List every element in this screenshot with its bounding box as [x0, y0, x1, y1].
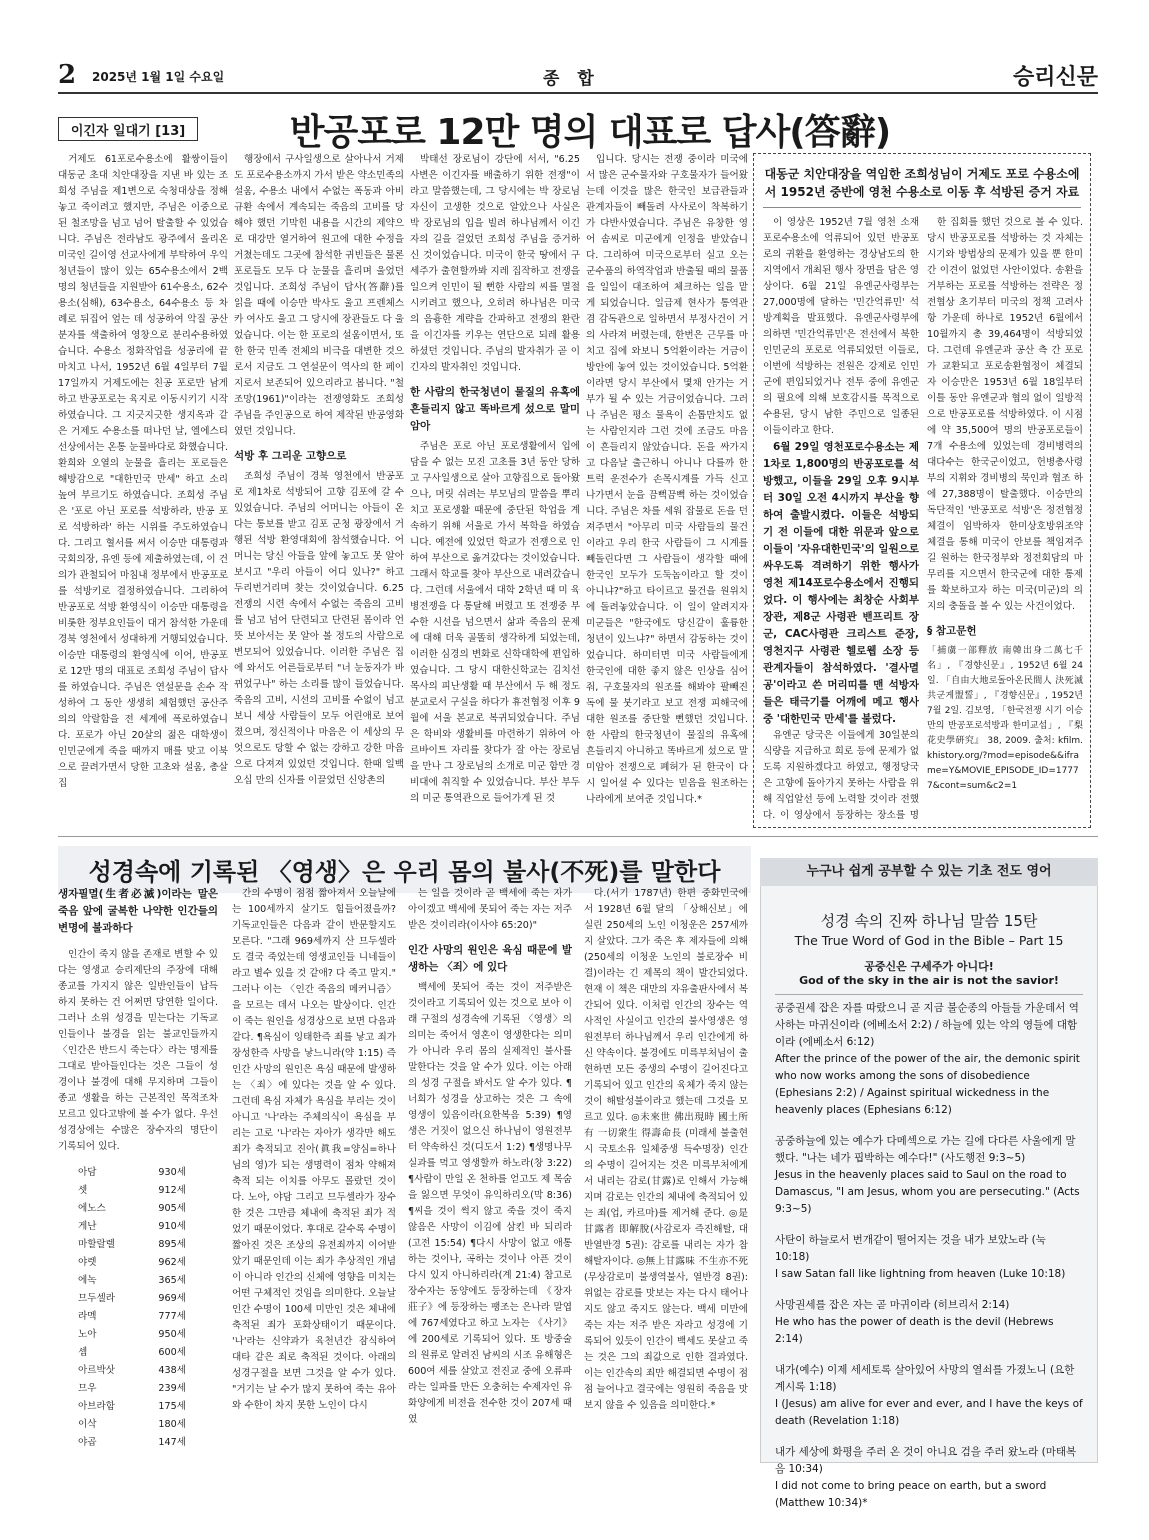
verse-english: Jesus in the heavenly places said to Saul on the road to Damascus, "I am Jesus, whom you are persecuting." (Acts 9:3~5): [775, 1169, 1080, 1215]
verse-item: [775, 1133, 1083, 1218]
verse-item: [775, 1297, 1083, 1348]
longevity-row: [60, 1237, 216, 1253]
person-name: 야곱: [78, 1437, 97, 1448]
body-text: 간의 수명이 점점 짧아져서 오늘날에는 100세까지 살기도 힘들어졌을까? 기독교인들은 다음과 같이 반문할지도 모른다. "그래 969세까지 산 므두셀라도 결국 죽었는데 영생교인들 니네들이라고 별수 있을 것 같애? 다 죽고 말지." 그러나 이는 〈인간 죽음의 메커니즘〉을 모르는 데서 나오는 발상이다. 인간이 죽는 원인을 성경상으로 보면 다음과 같다. ¶욕심이 잉태한즉 죄를 낳고 죄가 장성한즉 사망을 낳느니라(약 1:15) 즉 인간 사망의 원인은 욕심 때문에 발생하는 〈죄〉에 있다는 것을 알 수 있다. 그런데 욕심 자체가 욕심을 부리는 것이 아니고 '나'라는 주체의식이 욕심을 부리는 고로 '나'라는 자아가 생각만 해도 죄가 축적되고 진아(眞我=양심=하나님의 영)가 되는 생명력이 점차 약해져 축적 되는 이치를 아무도 몰랐던 것이다. 노아, 야담 그리고 므두셀라가 장수한 것은 그만큼 체내에 축적된 죄가 적었기 때문이었다. 후대로 갈수록 수명이 짧아진 것은 조상의 유전죄까지 이어받았기 때문인데 이는 죄가 추상적인 개념이 아니라 인간의 신체에 영향을 미치는 어떤 구체적인 것임을 의미한다. 오늘날 인간 수명이 100세 미만인 것은 체내에 축적된 죄가 포화상태이기 때문이다. '나'라는 신약과가 육천년간 잠식하여 대타 같은 죄로 축적된 것이다. 아래의 성경구절을 보면 그것을 알 수가 있다. "거기는 날 수가 많지 못하여 죽는 유아와 수한이 차지 못한 노인이 다시: [232, 888, 396, 1411]
longevity-row: [60, 1291, 216, 1307]
headline-second: 성경속에 기록된 〈영생〉은 우리 몸의 불사(不死)를 말한다: [58, 846, 751, 893]
person-name: 마할랄렐: [78, 1239, 116, 1250]
longevity-row: [60, 1309, 216, 1325]
body-text: 거제도 61포로수용소에 활쌍이들이 대동군 초대 치안대장을 지낸 바 있는 조희성 주님을 제1변으로 숙청대상을 정해놓고 죽이려고 했지만, 주님은 이중으로 된 철조망을 넘고 넘어 탈출할 수 있었습니다. 주님은 전라남도 광주에서 올리온 미국인 길이영 선교사에게 부탁하여 우익청년들이 많이 있는 65수용소에서 2백 명의 청년들을 지원받아 61수용소, 62수용소(심해), 63수용소, 64수용소 등 차례로 뒤집어 엎는 데 성공하여 악질 공산분자를 색출하여 영창으로 분리수용하였습니다. 수용소 정화작업을 성공리에 끝마치고 나서, 1952년 6월 4일부터 7월 17일까지 거제도에는 친공 포로만 남게 하고 반공포로는 육지로 이동시키기 시작하였습니다. 그 지긋지긋한 생지옥과 같은 거제도 수용소를 떠나던 날, 엘에스티 선상에서는 온통 눈물바다로 화했습니다. 환희와 오열의 눈물을 흘리는 포로들은 해방감으로 "대한민국 만세" 하고 소리 높여 부르기도 하였습니다. 조희성 주님은 '포로 아닌 포로를 석방하라, 반공 포로 석방하라' 하는 시위를 주도하였습니다. 그리고 혈서를 써서 이승만 대통령과 국회의장, 유엔 등에 제출하였는데, 이 건의가 관철되어 마침내 정부에서 반공포로를 석방키로 결정하였습니다. 그리하여 반공포로 석방 환영식이 이승만 대통령을 비롯한 정부요인들이 대거 참석한 가운데 경북 영천에서 성대하게 거행되었습니다. 이승만 대통령의 환영식에 이어, 반공포로 12만 명의 대표로 조희성 주님이 답사를 하였습니다. 주님은 연설문을 손수 작성하여 그 동안 생생히 체험했던 공산주의의 악랄함을 전 세계에 폭로하였습니다. 포로가 아닌 20살의 젊은 대학생이 인민군에게 죽을 때까지 매를 맞고 이북으로 끌려가면서 당한 고초와 설움, 총살 집: [58, 154, 228, 789]
body-text: 주님은 포로 아닌 포로생활에서 입에 담을 수 없는 모진 고초를 3년 동안 당하고 구사일생으로 살아 고향집으로 돌아왔으나, 머릿 쉬려는 부모님의 말씀을 뿌리치고 포로생활 때문에 중단된 학업을 계속하기 위해 서울로 가서 복학을 하였습니다. 예전에 있었던 학교가 전쟁으로 인하여 부산으로 옮겨갔다는 것이었습니다. 그래서 학교를 찾아 부산으로 내려갔습니다. 그런데 서울에서 대학 2학년 때 미 육병전쟁을 다 통달해 버렸고 또 전쟁중 부수한 시선을 넘으면서 삶과 죽음의 문제에 대해 더욱 골똘히 생각하게 되었는데, 이러한 심경의 변화로 신학대학에 편입하였습니다. 그 당시 대한신학교는 김치선 목사의 피난생활 때 부산에서 두 해 정도 분교로서 구실을 하다가 휴전협정 이후 9월에 서울 본교로 복귀되었습니다. 주님은 학비와 생활비를 마련하기 위하여 아르바이트 자리를 찾다가 잘 아는 장로님을 만나 그 장로님의 소개로 미군 함만 경비대에 취직할 수 있었습니다. 부산 부두의 미군 통역관으로 들어가게 된 것: [410, 441, 580, 804]
english-lesson-header: 누구나 쉽게 공부할 수 있는 기초 전도 영어: [760, 858, 1098, 886]
longevity-row: [60, 1399, 216, 1415]
body-text: 행장에서 구사일생으로 살아나서 거제도 포로수용소까지 가서 받은 약소민족의 설움, 수용소 내에서 수없는 폭동과 아비규환 속에서 계속되는 죽음의 고비를 당해야 했던 기막힌 내용을 시간의 제약으로 대강만 열거하여 원고에 대한 수정을 거쳤는데도 그곳에 참석한 귀빈들은 물론 포로들도 모두 다 눈물을 흘리며 울었던 것입니다. 조희성 주님이 답사(答辭)를 읽을 때에 이승만 박사도 울고 프렌체스카 여사도 울고 그 당시에 장관들도 다 울었습니다. 이는 한 포로의 설움이면서, 또한 한국 민족 전체의 비극을 대변한 것으로서 지금도 그 연설문이 역사의 한 페이지로서 보존되어 있으리라고 봅니다. "철조망(1961)"이라는 전쟁영화도 조희성 주님을 주인공으로 하여 제작된 반공영화였던 것입니다.: [234, 154, 404, 437]
person-name: 므우: [78, 1383, 97, 1394]
subheading: 인간 사망의 원인은 육심 때문에 발생하는 〈죄〉에 있다: [408, 944, 572, 973]
story2-column-2: [232, 886, 396, 1462]
person-age: 905세: [158, 1203, 186, 1214]
longevity-row: [60, 1345, 216, 1361]
verse-english: I saw Satan fall like lightning from heaven (Luke 10:18): [775, 1268, 1066, 1280]
person-age: 910세: [158, 1221, 186, 1232]
verse-item: [775, 1362, 1083, 1430]
longevity-row: [60, 1435, 216, 1451]
story1-column-1: [58, 152, 228, 832]
sidebar-column-1: [763, 215, 919, 823]
person-age: 912세: [158, 1185, 186, 1196]
sidebar-column-2: [927, 215, 1083, 823]
longevity-row: [60, 1363, 216, 1379]
person-name: 노아: [78, 1329, 97, 1340]
person-name: 아브라함: [78, 1401, 116, 1412]
longevity-row: [60, 1255, 216, 1271]
verse-item: [775, 1232, 1083, 1283]
person-age: 365세: [158, 1275, 186, 1286]
verse-item: [775, 1000, 1083, 1119]
verse-english: I did not come to bring peace on earth, but a sword (Matthew 10:34)*: [775, 1480, 1047, 1509]
verse-item: [775, 1444, 1083, 1512]
body-text: 입니다. 당시는 전쟁 중이라 미국에서 많은 군수물자와 구호물자가 들어왔는데 이것을 많은 한국인 보급관들과 관계자들이 빼돌려 사사로이 착복하기가 다반사였습니다. 주님은 유창한 영어 솜씨로 미군에게 인정을 받았습니다. 그리하여 미국으로부터 실고 오는 군수품의 하역작업과 반출될 때의 물품을 일일이 대조하여 체크하는 일을 맡게 되었습니다. 일급제 현사가 통역관 겸 감독관으로 일하면서 부정사건이 거의 사라져 버렸는데, 한번은 근무를 마치고 집에 와보니 5억환이라는 거금이 방안에 놓여 있는 것이었습니다. 5억환이라면 당시 부산에서 몇채 안가는 거부가 될 수 있는 거금이었습니다. 그러나 주님은 평소 물욕이 손톱만치도 없는 사람인지라 그런 것에 조금도 마음이 흔들리지 않았습니다. 돈을 싸가지고 다음날 출근하니 아니나 다를까 한 트럭 운전수가 손목시계를 가득 신고 나가면서 눈을 끔뻑끔뻑 하는 것이었습니다. 주님은 차를 세워 잡물로 돈을 던져주면서 "아무리 미국 사람들의 물건이라고 우리 한국 사람들이 그 시계를 빼돌린다면 그 사람들이 생각할 때에 한국인 모두가 도둑놈이라고 할 것이 아니냐?"하고 타이르고 물건을 원위치에 돌려놓았습니다. 이 일이 알려지자 미군들은 "한국에도 당신같이 훌륭한 청년이 있느냐?" 하면서 감동하는 것이었습니다. 하미터면 미국 사람들에게 한국인에 대한 좋지 않은 인상을 심어줘, 구호물자의 원조를 해봐야 팔빼진 독에 물 붓기라고 보고 전쟁 피해국에 대한 원조를 중단할 뻔했던 것입니다. 한 사람의 한국청년이 물질의 유혹에 흔들리지 아니하고 똑바르게 섰으로 말미암아 전쟁으로 폐허가 된 한국이 다시 일어설 수 있다는 믿음을 원조하는 나라에게 보여준 것입니다.*: [586, 154, 748, 805]
story1-column-4: [586, 152, 748, 832]
story2-column-3: [408, 886, 572, 1462]
person-name: 셋: [78, 1185, 88, 1196]
verse-korean: 공중하늘에 있는 예수가 다메섹으로 가는 길에 다다른 사울에게 말했다. "나는 네가 핍박하는 예수다!" (사도행전 9:3~5): [775, 1135, 1076, 1164]
lesson-subtitle-korean: 공중신은 구세주가 아니다!: [864, 960, 994, 973]
person-age: 777세: [158, 1311, 186, 1322]
body-text: 인간이 죽지 않을 존재로 변할 수 있다는 영생교 승리제단의 주장에 대해 종교를 가지지 않은 일반인들이 납득하지 못하는 건 어쩌면 당연한 일이다. 그러나 소위 성경을 믿는다는 기독교인들이나 불경을 읽는 불교인들까지 〈인간은 반드시 죽는다〉라는 명제를 그대로 받아들인다는 것은 그들이 성경이나 불경에 대해 무지하며 그들이 종교 생활을 하는 근본적인 목적조차 모르고 있다고밖에 볼 수가 없다. 우선 성경상에는 수많은 장수자의 명단이 기록되어 있다.: [58, 949, 218, 1152]
verse-english: He who has the power of death is the devil (Hebrews 2:14): [775, 1316, 1054, 1345]
body-text: 조희성 주님이 경북 영천에서 반공포로 제1차로 석방되어 고향 김포에 갈 수 있었습니다. 주님의 어머니는 아들이 온다는 통보를 받고 김포 군청 광장에서 거행된 석방 환영대회에 참석했습니다. 어머니는 당신 아들을 앞에 놓고도 못 알아보시고 "우리 아들이 어디 있나?" 하고 두리번거리며 찾는 것이었습니다. 6.25전쟁의 시련 속에서 수없는 죽음의 고비를 넘고 넘어 단련되고 단련된 몸이라 언뜻 보아서는 못 알아 볼 정도의 사람으로 변모되어 있었습니다. 이러한 주님은 집에 와서도 어른들로부터 "너 눈동자가 바뀌었구나" 하는 소리를 많이 들었습니다. 죽음의 고비, 시선의 고비를 수없이 넘고 보니 세상 사람들이 모두 어린애로 보여졌으며, 정신적이나 마음은 이 세상의 무엇으로도 당할 수 없는 강하고 강한 마음으로 다져져 있었던 것입니다. 한때 일백오십 만의 신자를 이끌었던 신앙촌의: [234, 471, 404, 786]
person-age: 175세: [158, 1401, 186, 1412]
body-text-bold: 6월 29일 영천포로수용소는 제1차로 1,800명의 반공포로를 석방했고, 이들을 29일 오후 9시부터 30일 오전 4시까지 부산을 향하여 출발시켰다. 이들은 석방되기 전 이들에 대한 위문과 앞으로 이들이 '자유대한민국'의 일원으로 싸우도록 격려하기 위한 행사가 영천 제14포로수용소에서 진행되었다. 이 행사에는 최창순 사회부장관, 제8군 사령관 밴프리트 장군, CAC사령관 크리스트 준장, 영천지구 사령관 헬로웹 소장 등 관계자들이 참석하였다. '결사멸공'이라고 쓴 머리띠를 맨 석방자들은 태극기를 어깨에 메고 행사 중 '대한민국 만세'를 불렀다.: [763, 441, 919, 725]
person-age: 180세: [158, 1419, 186, 1430]
person-age: 895세: [158, 1239, 186, 1250]
story2-column-1: [58, 886, 218, 1462]
verse-korean: 내가 세상에 화평을 주러 온 것이 아니요 검을 주러 왔노라 (마태복음 10:34): [775, 1446, 1077, 1475]
body-text: 는 일을 것이라 곧 백세에 죽는 자가 아이겠고 백세에 못되어 죽는 자는 저주받은 것이리라(이사야 65:20)": [408, 888, 572, 931]
person-name: 에녹: [78, 1275, 97, 1286]
sidebar-title: 대동군 치안대장을 역임한 조희성님이 거제도 포로 수용소에서 1952년 중반에 영천 수용소로 이동 후 석방된 증거 자료: [764, 167, 1080, 199]
subheading: 한 사람의 한국청년이 물질의 유혹에 흔들리지 않고 똑바르게 섰으로 말미암아: [410, 386, 580, 432]
body-text: 다.(서기 1787년) 한편 중화민국에서 1928년 6월 달의 「상해신보」에 실린 250세의 노인 이청운은 257세까지 살았다. 그가 죽은 후 제자들에 의해 (250세의 이청운 노인의 불로장수 비결)이라는 긴 제목의 책이 발간되었다. 현재 이 책은 대만의 자유출판사에서 복간되어 있다. 이처럼 인간의 장수는 역사적인 사실이고 인간의 불사영생은 영원전부터 하나님께서 우리 인간에게 하신 약속이다. 불경에도 미륵부처님이 출현하면 모든 중생의 수명이 길어진다고 기록되어 있고 인간의 육체가 죽지 않는 것이 해탈성불이라고 했는데 그것을 모르고 있다. ◎未來世 佛出現時 國土所有 一切衆生 得壽命長 (미래세 불출현시 국토소유 일체중생 득수명장) 인간의 수명이 길어지는 것은 미륵부처에게서 내리는 감로(甘露)로 인해서 가능해지며 감로는 인간의 체내에 축적되어 있는 죄(업, 카르마)를 제거해 준다. ◎是甘露者 即解脫(사감로자 즉진해탈, 대반열반경 5권): 감로를 내리는 자가 참해탈자이다. ◎無上甘露味 不生亦不死(무상감로미 불생역불사, 열반경 8권): 위없는 감로를 맛보는 자는 다시 태어나지도 않고 죽지도 않는다. 백세 미만에 죽는 자는 저주 받은 자라고 성경에 기록되어 있듯이 인간이 백세도 못살고 죽는 것은 그의 죄값으로 인한 결과였다. 이는 인간속의 죄만 해결되면 수명이 점점 늘어나고 결국에는 영원히 죽음을 맛보지 않을 수 있음을 의미한다.*: [584, 888, 748, 1411]
longevity-row: [60, 1201, 216, 1217]
person-name: 에노스: [78, 1203, 106, 1214]
verse-korean: 내가(예수) 이제 세세토록 살아있어 사망의 열쇠를 가졌노니 (요한계시록 1:18): [775, 1364, 1075, 1393]
person-name: 므두셀라: [78, 1293, 116, 1304]
body-text: 박태선 장로님이 강단에 서서, "6.25사변은 이긴자를 배출하기 위한 전쟁"이라고 말씀했는데, 그 당시에는 박 장로님 자신이 고생한 것으로 알았으나 사실은 박 장로님의 입을 빌려 하나님께서 이긴자의 길을 걸었던 조희성 주님을 증거하신 것이었습니다. 미국이 한국 땅에서 구세주가 출현할까봐 지레 집작하고 전쟁을 일으켜 인민이 될 뻔한 사람의 씨를 멸절시키려고 했으나, 오히려 하나님은 미국의 음흉한 계략을 간파하고 전쟁의 환란을 이긴자를 키우는 연단으로 되레 활용하셨던 것입니다. 주님의 발자취가 곧 이긴자의 발자취인 것입니다.: [410, 154, 580, 373]
person-age: 239세: [158, 1383, 186, 1394]
person-age: 962세: [158, 1257, 186, 1268]
longevity-row: [60, 1219, 216, 1235]
page-header: [58, 58, 1098, 94]
story2-column-4: [584, 886, 748, 1462]
person-name: 게난: [78, 1221, 97, 1232]
sidebar-rule: [763, 207, 1081, 208]
section-name: 종 합: [543, 69, 600, 89]
person-age: 969세: [158, 1293, 186, 1304]
lesson-rule: [775, 994, 1083, 995]
person-name: 셈: [78, 1347, 88, 1358]
body-text: 이 영상은 1952년 7월 영천 소재 포로수용소에 억류되어 있던 반공포로의 귀환을 환영하는 경상남도의 한 지역에서 개최된 행사 장면을 담은 영상이다. 6월 21일 유엔군사령부는 27,000명에 달하는 '민간억류민' 석방계획을 발표했다. 유엔군사령부에 의하면 '민간억류민'은 전선에서 북한인민군의 포로로 억류되었던 이들로, 이번에 석방하는 전원은 강제로 인민군에 편입되었거나 전투 중에 유엔군의 필요에 의해 보호감시를 목적으로 수용된, 당시 남한 주민으로 일종된 이들이라고 한다.: [763, 217, 919, 436]
verse-korean: 공중권세 잡은 자를 따랐으니 곧 지금 불순종의 아들들 가운데서 역사하는 마귀신이라 (에베소서 2:2) / 하늘에 있는 악의 영들에 대함이라 (에베소서 6:12): [775, 1002, 1079, 1048]
story1-column-2: [234, 152, 404, 832]
verse-english: I (Jesus) am alive for ever and ever, and I have the keys of death (Revelation 1:18): [775, 1398, 1083, 1427]
person-name: 라멕: [78, 1311, 97, 1322]
person-age: 600세: [158, 1347, 186, 1358]
person-age: 950세: [158, 1329, 186, 1340]
person-name: 이삭: [78, 1419, 97, 1430]
verse-list: [775, 1000, 1083, 1526]
page-number: 2: [58, 60, 77, 90]
references-text: 「捕虜一部釋放 南韓出身二萬七千名」, 『경향신문』, 1952년 6월 24일. 「自由大地로돌아온民間人 決死滅共군게盟誓」, 『경향신문』, 1952년 7월 2일. 김보영, 「한국전쟁 시기 이승만의 반공포로석방과 한미교섭」, 『梨花史學硏究』 38, 2009. 출처: kfilm.khistory.org/?mod=episode&&iframe=Y&MOVIE_EPISODE_ID=17777&cont=sum&c2=1: [927, 646, 1083, 791]
series-tag: 이긴자 일대기 [13]: [58, 117, 198, 141]
lesson-title-english: The True Word of God in the Bible – Part 15: [794, 933, 1064, 948]
lesson-title-korean: 성경 속의 진짜 하나님 말씀 15탄: [820, 912, 1038, 930]
body-text: [58, 1461, 218, 1462]
longevity-row: [60, 1417, 216, 1433]
longevity-row: [60, 1165, 216, 1181]
references-title: § 참고문헌: [927, 625, 977, 637]
lesson-subtitle-english: God of the sky in the air is not the savior!: [799, 974, 1059, 987]
person-name: 아담: [78, 1167, 97, 1178]
issue-date: 2025년 1월 1일 수요일: [92, 70, 225, 84]
story1-column-3: [410, 152, 580, 832]
person-name: 야렛: [78, 1257, 97, 1268]
person-age: 438세: [158, 1365, 186, 1376]
headline-main: 반공포로 12만 명의 대표로 답사(答辭): [289, 112, 891, 153]
verse-korean: 사탄이 하늘로서 번개같이 떨어지는 것을 내가 보았노라 (눅 10:18): [775, 1234, 1046, 1263]
longevity-row: [60, 1273, 216, 1289]
person-name: 아르박삿: [78, 1365, 116, 1376]
person-age: 930세: [158, 1167, 186, 1178]
newspaper-logo: 승리신문: [1012, 65, 1098, 90]
body-text: 유엔군 당국은 이들에게 30일분의 식량을 지급하고 희로 등에 문제가 없도록 지원하겠다고 하였고, 행정당국은 고향에 돌아가지 못하는 사람을 위해 직업알선 등에 노력할 것이라 전했다. 이 영상에서 등장하는 장소를 명: [763, 730, 919, 821]
verse-english: After the prince of the power of the air, the demonic spirit who now works among the sons of disobedience (Ephesians 2:2) / Against spiritual wickedness in the heavenly places (Ephesians 6:12): [775, 1053, 1080, 1116]
subheading: 석방 후 그리운 고향으로: [234, 450, 347, 462]
verse-korean: 사망권세를 잡은 자는 곧 마귀이라 (히브리서 2:14): [775, 1299, 1010, 1311]
longevity-table: [58, 1163, 218, 1453]
body-text: 백세에 못되어 죽는 것이 저주받은 것이라고 기록되어 있는 것으로 보아 이래 구절의 성경속에 기록된 〈영생〉의 의미는 죽어서 영혼이 영생한다는 의미가 아니라 우리 몸의 실제적인 불사를 말한다는 것을 알 수가 있다. 이는 아래의 성경 구절을 봐서도 알 수가 있다. ¶너희가 성경을 상고하는 것은 그 속에 영생이 있음이라(요한복음 5:39) ¶영생은 거짓이 없으신 하나님이 영원전부터 약속하신 것(디도서 1:2) ¶생명나무 실과를 먹고 영생할까 하노라(창 3:22) ¶사람이 만일 온 천하를 얻고도 제 목숨을 잃으면 무엇이 유익하리오(막 8:36) ¶씨을 것이 썩지 않고 죽을 것이 죽지 않음은 사망이 이김에 삼킨 바 되리라(고전 15:54) ¶다시 사망이 없고 애통하는 것이나, 곡하는 것이나 아픈 것이 다시 있지 아니하리라(계 21:4) 참고로 장수자는 동양에도 등장하는데 《장자莊子》에 등장하는 팽조는 은나라 말엽에 767세였다고 하고 노자는 《사기》에 200세로 기록되어 있다. 또 방중술의 원류로 알려진 남씨의 시조 유해형은 600여 세를 살았고 전진교 중에 오류파라는 일파를 만든 오충허는 수제자인 유화양에게 비전을 전수한 것이 207세 때였: [408, 982, 572, 1425]
longevity-row: [60, 1183, 216, 1199]
longevity-row: [60, 1327, 216, 1343]
person-age: 147세: [158, 1437, 186, 1448]
longevity-row: [60, 1381, 216, 1397]
body-text: 한 집회를 했던 것으로 볼 수 있다. 당시 반공포로를 석방하는 것 자체는 시기와 방법상의 문제가 있을 뿐 한미 간 이견이 없었던 사안이었다. 송환을 거부하는 포로를 석방하는 전략은 정전협상 초기부터 미국의 정책 고려사항 가운데 하나로 1952년 6월에서 10월까지 총 39,464명이 석방되었다. 그런데 유엔군과 공산 측 간 포로가 교환되고 포로송환협정이 체결되자 이승만은 1953년 6월 18일부터 이틀 동안 유엔군과 협의 없이 일방적으로 반공포로를 석방하였다. 이 시점에 약 35,500여 명의 반공포로들이 7개 수용소에 있었는데 경비병력의 대다수는 한국군이었고, 헌병총사령부의 지휘와 경비병의 묵인과 협조 하에 27,388명이 탈출했다. 이승만의 독단적인 '반공포로 석방'은 정전협정 체결이 임박하자 한미상호방위조약 체결을 통해 미국이 안보를 책임져주길 원하는 한국정부와 정전회담의 마무리를 지으면서 한국군에 대한 통제를 확보하고자 하는 미국(미군)의 의지의 충돌을 볼 수 있는 사건이었다.: [927, 217, 1083, 612]
lede: 생자필멸(生者必滅)이라는 말은 죽음 앞에 굴복한 나약한 인간들의 변명에 불과하다: [58, 888, 218, 934]
